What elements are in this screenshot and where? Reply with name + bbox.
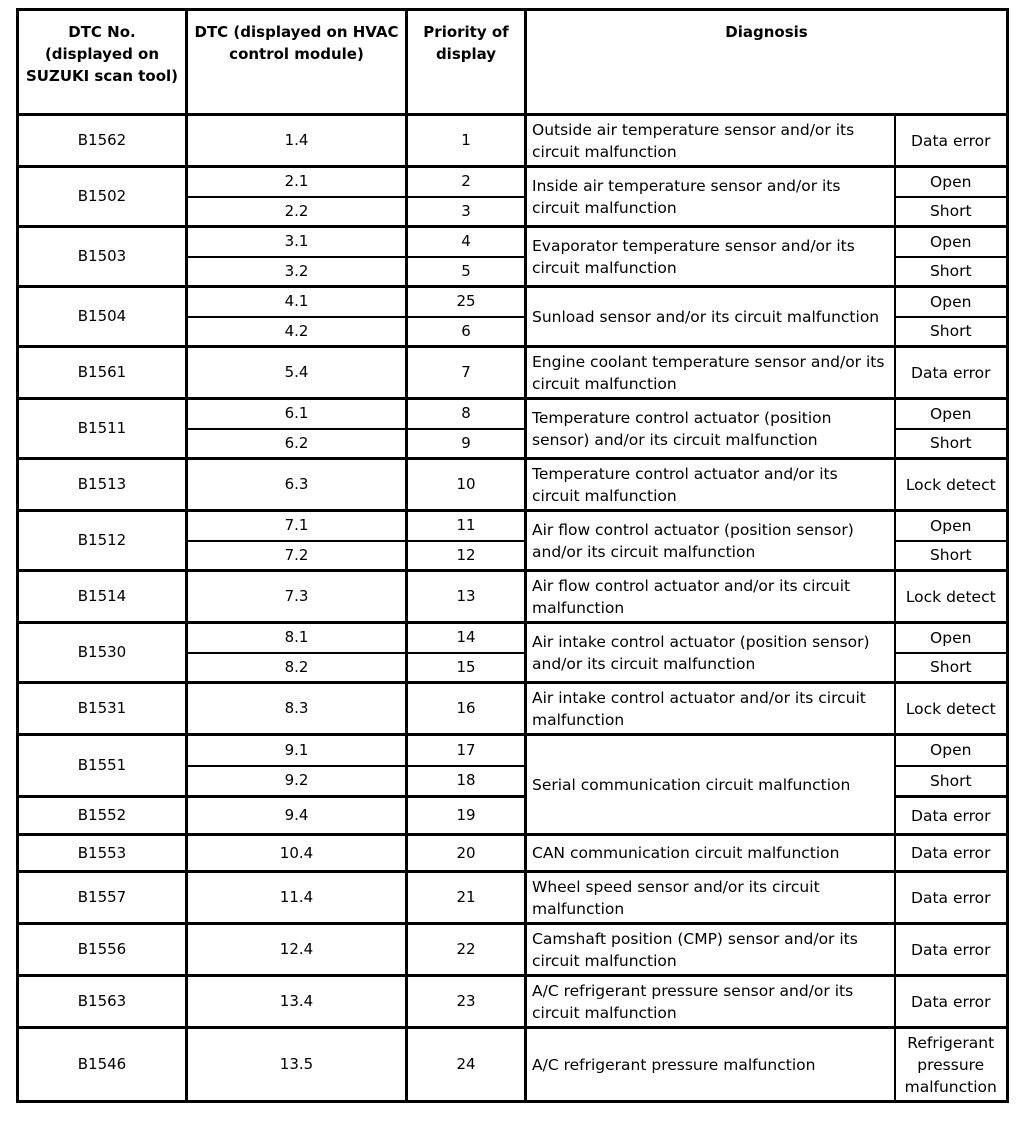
result-cell: Data error: [895, 115, 1008, 167]
dtc-no-cell: B1504: [18, 287, 187, 347]
diagnosis-cell: A/C refrigerant pressure malfunction: [526, 1028, 895, 1102]
dtc-no-cell: B1563: [18, 976, 187, 1028]
dtc-no-cell: B1514: [18, 571, 187, 623]
dtc-no-cell: B1553: [18, 835, 187, 872]
diagnosis-cell: Air flow control actuator and/or its circuit malfunction: [526, 571, 895, 623]
table-row: [18, 1028, 1008, 1102]
priority-cell: 21: [407, 872, 526, 924]
diagnosis-cell: Wheel speed sensor and/or its circuit malfunction: [526, 872, 895, 924]
header-diagnosis: Diagnosis: [526, 10, 1008, 115]
result-cell: Data error: [895, 835, 1008, 872]
priority-cell: 11: [407, 511, 526, 541]
header-priority: Priority of display: [407, 10, 526, 115]
result-cell: Data error: [895, 872, 1008, 924]
dtc-cell: 5.4: [187, 347, 407, 399]
table-row: [18, 347, 1008, 399]
table-row: [18, 511, 1008, 541]
result-cell: Short: [895, 257, 1008, 287]
dtc-cell: 8.1: [187, 623, 407, 653]
dtc-cell: 13.5: [187, 1028, 407, 1102]
dtc-cell: 1.4: [187, 115, 407, 167]
diagnosis-cell: Engine coolant temperature sensor and/or its circuit malfunction: [526, 347, 895, 399]
priority-cell: 18: [407, 766, 526, 797]
table-row: [18, 872, 1008, 924]
dtc-cell: 4.1: [187, 287, 407, 317]
dtc-cell: 10.4: [187, 835, 407, 872]
dtc-no-cell: B1513: [18, 459, 187, 511]
priority-cell: 15: [407, 653, 526, 683]
table-row: [18, 115, 1008, 167]
diagnosis-cell: Camshaft position (CMP) sensor and/or its circuit malfunction: [526, 924, 895, 976]
priority-cell: 25: [407, 287, 526, 317]
result-cell: Short: [895, 766, 1008, 797]
dtc-cell: 9.2: [187, 766, 407, 797]
result-cell: Refrigerant pressure malfunction: [895, 1028, 1008, 1102]
priority-cell: 6: [407, 317, 526, 347]
dtc-cell: 6.3: [187, 459, 407, 511]
result-cell: Open: [895, 227, 1008, 257]
dtc-no-cell: B1511: [18, 399, 187, 459]
dtc-no-cell: B1530: [18, 623, 187, 683]
dtc-no-cell: B1556: [18, 924, 187, 976]
dtc-no-cell: B1531: [18, 683, 187, 735]
priority-cell: 19: [407, 797, 526, 835]
dtc-no-cell: B1562: [18, 115, 187, 167]
priority-cell: 8: [407, 399, 526, 429]
header-dtc-no: DTC No. (displayed on SUZUKI scan tool): [18, 10, 187, 115]
priority-cell: 14: [407, 623, 526, 653]
priority-cell: 16: [407, 683, 526, 735]
dtc-no-cell: B1561: [18, 347, 187, 399]
result-cell: Short: [895, 429, 1008, 459]
result-cell: Short: [895, 317, 1008, 347]
diagnosis-cell: Air intake control actuator and/or its circuit malfunction: [526, 683, 895, 735]
dtc-cell: 2.1: [187, 167, 407, 197]
priority-cell: 9: [407, 429, 526, 459]
dtc-cell: 9.4: [187, 797, 407, 835]
dtc-cell: 9.1: [187, 735, 407, 766]
dtc-no-cell: B1502: [18, 167, 187, 227]
priority-cell: 22: [407, 924, 526, 976]
diagnosis-cell: Temperature control actuator (position sensor) and/or its circuit malfunction: [526, 399, 895, 459]
dtc-table: [16, 8, 1009, 1103]
result-cell: Open: [895, 623, 1008, 653]
priority-cell: 1: [407, 115, 526, 167]
diagnosis-cell: Sunload sensor and/or its circuit malfunction: [526, 287, 895, 347]
diagnosis-cell: Temperature control actuator and/or its circuit malfunction: [526, 459, 895, 511]
result-cell: Open: [895, 287, 1008, 317]
table-row: [18, 167, 1008, 197]
priority-cell: 2: [407, 167, 526, 197]
diagnosis-cell: Outside air temperature sensor and/or its circuit malfunction: [526, 115, 895, 167]
priority-cell: 17: [407, 735, 526, 766]
result-cell: Short: [895, 541, 1008, 571]
diagnosis-cell: Evaporator temperature sensor and/or its circuit malfunction: [526, 227, 895, 287]
dtc-no-cell: B1512: [18, 511, 187, 571]
table-row: [18, 571, 1008, 623]
dtc-no-cell: B1546: [18, 1028, 187, 1102]
dtc-cell: 7.2: [187, 541, 407, 571]
header-dtc: DTC (displayed on HVAC control module): [187, 10, 407, 115]
diagnosis-cell: CAN communication circuit malfunction: [526, 835, 895, 872]
dtc-cell: 4.2: [187, 317, 407, 347]
dtc-cell: 3.1: [187, 227, 407, 257]
priority-cell: 5: [407, 257, 526, 287]
priority-cell: 7: [407, 347, 526, 399]
result-cell: Lock detect: [895, 683, 1008, 735]
result-cell: Data error: [895, 924, 1008, 976]
dtc-no-cell: B1552: [18, 797, 187, 835]
table-row: [18, 976, 1008, 1028]
diagnosis-cell: A/C refrigerant pressure sensor and/or its circuit malfunction: [526, 976, 895, 1028]
dtc-cell: 6.1: [187, 399, 407, 429]
result-cell: Lock detect: [895, 459, 1008, 511]
table-row: [18, 459, 1008, 511]
dtc-cell: 13.4: [187, 976, 407, 1028]
dtc-cell: 7.1: [187, 511, 407, 541]
result-cell: Open: [895, 399, 1008, 429]
table-row: [18, 835, 1008, 872]
result-cell: Short: [895, 653, 1008, 683]
dtc-cell: 8.3: [187, 683, 407, 735]
dtc-cell: 6.2: [187, 429, 407, 459]
priority-cell: 10: [407, 459, 526, 511]
diagnosis-cell: Serial communication circuit malfunction: [526, 735, 895, 835]
priority-cell: 23: [407, 976, 526, 1028]
priority-cell: 3: [407, 197, 526, 227]
priority-cell: 4: [407, 227, 526, 257]
priority-cell: 13: [407, 571, 526, 623]
dtc-no-cell: B1503: [18, 227, 187, 287]
table-row: [18, 623, 1008, 653]
dtc-cell: 3.2: [187, 257, 407, 287]
result-cell: Open: [895, 511, 1008, 541]
dtc-no-cell: B1551: [18, 735, 187, 797]
result-cell: Open: [895, 735, 1008, 766]
diagnosis-cell: Air intake control actuator (position sensor) and/or its circuit malfunction: [526, 623, 895, 683]
dtc-cell: 2.2: [187, 197, 407, 227]
dtc-cell: 11.4: [187, 872, 407, 924]
priority-cell: 12: [407, 541, 526, 571]
table-row: [18, 735, 1008, 766]
result-cell: Open: [895, 167, 1008, 197]
table-row: [18, 287, 1008, 317]
table-header-row: [18, 10, 1008, 115]
result-cell: Data error: [895, 347, 1008, 399]
result-cell: Data error: [895, 976, 1008, 1028]
table-row: [18, 683, 1008, 735]
dtc-cell: 8.2: [187, 653, 407, 683]
dtc-no-cell: B1557: [18, 872, 187, 924]
dtc-cell: 7.3: [187, 571, 407, 623]
priority-cell: 24: [407, 1028, 526, 1102]
diagnosis-cell: Inside air temperature sensor and/or its circuit malfunction: [526, 167, 895, 227]
diagnosis-cell: Air flow control actuator (position sensor) and/or its circuit malfunction: [526, 511, 895, 571]
table-row: [18, 227, 1008, 257]
table-body: [18, 115, 1008, 1102]
table-row: [18, 399, 1008, 429]
priority-cell: 20: [407, 835, 526, 872]
result-cell: Short: [895, 197, 1008, 227]
result-cell: Lock detect: [895, 571, 1008, 623]
result-cell: Data error: [895, 797, 1008, 835]
table-row: [18, 924, 1008, 976]
dtc-cell: 12.4: [187, 924, 407, 976]
